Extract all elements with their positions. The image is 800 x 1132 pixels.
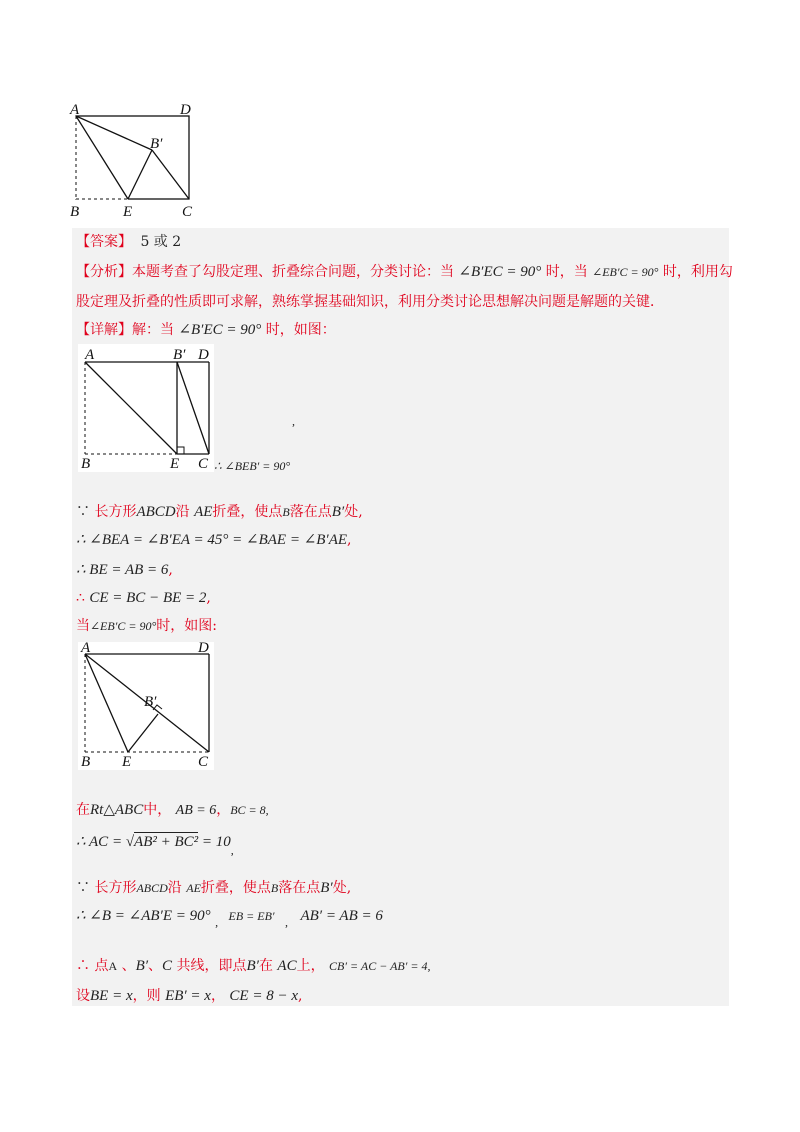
figure-3 <box>78 642 214 770</box>
rest-angle-b-equation: ∴ ∠B = ∠AB′E = 90° <box>76 908 211 924</box>
rest-math-abcd: ABCD <box>136 881 168 895</box>
case1-text-1: 长方形 <box>94 504 137 520</box>
analysis-text-2: 时，当 <box>545 264 588 280</box>
rest-cbprime-equation: CB′ = AC − AB′ = 4 <box>329 959 428 973</box>
case2-line <box>76 616 217 636</box>
rest-sep-2: 、 <box>148 958 163 974</box>
fig3-label-d: D <box>198 640 209 656</box>
figure-3-diagram <box>78 642 214 770</box>
detail-text-1: 解：当 <box>132 322 174 338</box>
answer-value: 5 或 2 <box>140 234 182 250</box>
analysis-math-2: ∠EB′C = 90° <box>592 265 659 279</box>
case1-therefore-4: ∴ <box>76 590 90 606</box>
rest-sep: ， <box>216 802 231 818</box>
rest-radicand: AB² + BC² <box>134 834 199 850</box>
case1-line-4-comma: , <box>206 590 211 606</box>
fig2-label-a: A <box>85 347 95 363</box>
rest-text-above: 上， <box>296 958 325 974</box>
case1-math-ae: AE <box>194 504 213 520</box>
rest-eb-equation: EB = EB′ <box>228 909 275 923</box>
rest-text-rect: 长方形 <box>94 880 137 896</box>
fig3-label-a: A <box>81 640 91 656</box>
rest-sqrt-symbol: √ <box>125 834 135 850</box>
fig2-label-e: E <box>170 456 180 472</box>
rest-therefore-5: ∴ <box>76 958 95 974</box>
analysis-line-2 <box>76 292 664 312</box>
case1-text-5: 处, <box>344 504 363 520</box>
rest-line-1 <box>76 800 269 821</box>
fig3-label-b: B <box>81 754 91 770</box>
analysis-text-1: 本题考查了勾股定理、折叠综合问题，分类讨论：当 <box>132 264 454 280</box>
detail-math-1: ∠B′EC = 90° <box>178 322 262 338</box>
rest-sep-6: ， <box>210 988 225 1004</box>
rest-math-bc8: BC = 8 <box>230 803 266 817</box>
rest-comma-2: , <box>230 843 234 857</box>
rest-ebprime-x: EB′ = x <box>165 988 211 1004</box>
case1-math-bprime: B′ <box>331 504 345 520</box>
case1-be-equation: ∴ BE = AB = 6 <box>76 562 169 578</box>
fig1-label-c: C <box>182 204 193 220</box>
rest-line-6 <box>76 986 302 1006</box>
fig2-comma: , <box>292 414 295 428</box>
fig2-label-bprime: B′ <box>173 347 186 363</box>
analysis-math-1: ∠B′EC = 90° <box>458 264 542 280</box>
fig2-label-d: D <box>198 347 209 363</box>
case1-math-b: B <box>282 505 290 519</box>
rest-sep-1: 、 <box>121 958 136 974</box>
answer-line <box>76 232 181 252</box>
rest-line-4 <box>76 906 383 929</box>
rest-line-2 <box>76 832 234 857</box>
rest-text-point: 点 <box>94 958 109 974</box>
case1-line-1 <box>76 502 363 522</box>
rest-text-in: 在 <box>76 802 90 818</box>
rest-text-fold: 折叠，使点 <box>200 880 271 896</box>
fig2-label-b: B <box>81 456 91 472</box>
rest-ac-result: = 10 <box>198 834 231 850</box>
case2-text-2: 时，如图: <box>156 618 217 634</box>
fig3-label-e: E <box>122 754 132 770</box>
rest-because: ∵ <box>76 880 95 896</box>
rest-math-ae: AE <box>186 881 201 895</box>
fig1-label-a: A <box>70 102 80 118</box>
case2-text-1: 当 <box>76 618 90 634</box>
fig1-label-e: E <box>123 204 133 220</box>
figure-1 <box>66 100 206 220</box>
fig1-label-bprime: B′ <box>150 136 163 152</box>
rest-text-middle: 中， <box>143 802 172 818</box>
case1-text-4: 落在点 <box>289 504 332 520</box>
analysis-text-line-2: 股定理及折叠的性质即可求解，熟练掌握基础知识，利用分类讨论思想解决问题是解题的关键． <box>76 294 664 310</box>
analysis-line-1 <box>76 262 733 282</box>
detail-tag: 【详解】 <box>76 322 132 338</box>
rest-comma-5: , <box>427 959 431 973</box>
fig2-label-c: C <box>198 456 209 472</box>
rest-text-falls: 落在点 <box>278 880 321 896</box>
rest-math-rt-abc: Rt△ABC <box>90 802 144 818</box>
case1-text-3: 折叠，使点 <box>212 504 283 520</box>
case1-ce-equation: CE = BC − BE = 2 <box>89 590 207 606</box>
analysis-tag: 【分析】 <box>76 264 132 280</box>
analysis-text-3: 时，利用勾 <box>662 264 733 280</box>
fig3-label-c: C <box>198 754 209 770</box>
rest-ce-8-minus-x: CE = 8 − x <box>229 988 298 1004</box>
rest-point-bprime: B′ <box>135 958 149 974</box>
case1-because-1: ∵ <box>76 504 95 520</box>
rest-text-let: 设 <box>76 988 90 1004</box>
case1-line-3-comma: , <box>168 562 173 578</box>
figure-2-diagram <box>78 344 214 472</box>
answer-tag: 【答案】 <box>76 234 132 250</box>
rest-comma-4a: , <box>215 915 219 929</box>
rest-text-at: 处, <box>332 880 352 896</box>
case1-math-abcd: ABCD <box>136 504 176 520</box>
rest-math-bprime: B′ <box>320 880 333 896</box>
rest-ac-prefix: ∴ AC = <box>76 834 126 850</box>
rest-comma-4b: , <box>285 915 289 929</box>
rest-point-a: A <box>108 959 118 973</box>
rest-math-ab6: AB = 6 <box>175 803 217 818</box>
detail-line <box>76 320 336 340</box>
detail-text-2: 时，如图： <box>265 322 336 338</box>
rest-point-bprime-2: B′ <box>246 958 259 974</box>
case1-line-3 <box>76 560 173 580</box>
figure-2 <box>78 344 214 472</box>
rest-text-then: ，则 <box>132 988 161 1004</box>
rest-segment-ac: AC <box>277 958 297 974</box>
case1-text-2: 沿 <box>175 504 190 520</box>
case2-math-1: ∠EB′C = 90° <box>90 619 157 633</box>
fig1-label-d: D <box>180 102 191 118</box>
case1-line-2-comma: , <box>347 532 352 548</box>
rest-comma-1: , <box>265 803 269 817</box>
rest-line-5 <box>76 956 430 976</box>
rest-text-collinear: 共线，即点 <box>176 958 247 974</box>
case1-line-2 <box>76 530 351 550</box>
rest-text-on: 在 <box>258 958 273 974</box>
case1-angles-equation: ∴ ∠BEA = ∠B′EA = 45° = ∠BAE = ∠B′AE <box>76 532 348 548</box>
rest-abprime-equation: AB′ = AB = 6 <box>300 908 383 924</box>
rest-line-3 <box>76 878 351 898</box>
fig1-label-b: B <box>70 204 80 220</box>
fig2-note: ∴ ∠BEB′ = 90° <box>214 459 291 473</box>
rest-comma-6: , <box>297 988 303 1004</box>
rest-text-along: 沿 <box>167 880 182 896</box>
rest-point-c: C <box>162 958 173 974</box>
case1-line-4 <box>76 588 211 608</box>
rest-be-x: BE = x <box>90 988 133 1004</box>
figure-1-diagram <box>66 100 206 220</box>
rest-math-b: B <box>270 881 279 895</box>
fig3-label-bprime: B′ <box>144 694 157 710</box>
